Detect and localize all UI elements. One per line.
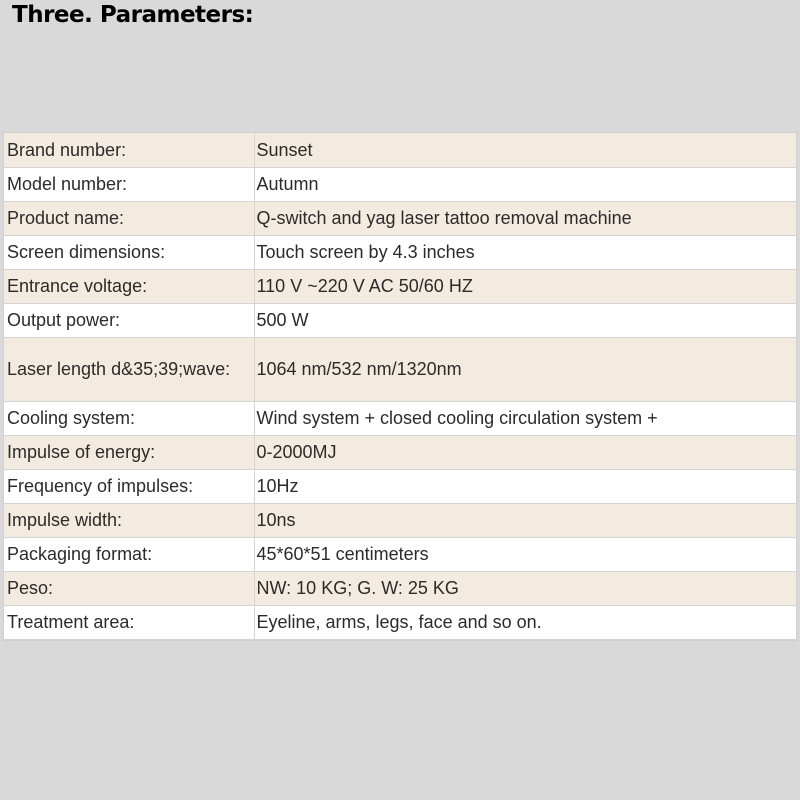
- row-value: Touch screen by 4.3 inches: [254, 235, 796, 269]
- row-value: Autumn: [254, 167, 796, 201]
- table-row: [4, 469, 796, 503]
- row-label: Packaging format:: [4, 537, 254, 571]
- row-label: Model number:: [4, 167, 254, 201]
- row-value: 0-2000MJ: [254, 435, 796, 469]
- row-label: Impulse of energy:: [4, 435, 254, 469]
- row-label: Brand number:: [4, 133, 254, 167]
- table-row: [4, 605, 796, 639]
- table-row: [4, 337, 796, 401]
- spec-table: [4, 133, 796, 640]
- row-label: Cooling system:: [4, 401, 254, 435]
- row-value: 1064 nm/532 nm/1320nm: [254, 337, 796, 401]
- row-value: 110 V ~220 V AC 50/60 HZ: [254, 269, 796, 303]
- row-value: 500 W: [254, 303, 796, 337]
- row-label: Product name:: [4, 201, 254, 235]
- row-value: Q-switch and yag laser tattoo removal machine: [254, 201, 796, 235]
- table-row: [4, 571, 796, 605]
- table-row: [4, 401, 796, 435]
- row-value: NW: 10 KG; G. W: 25 KG: [254, 571, 796, 605]
- table-row: [4, 303, 796, 337]
- table-row: [4, 167, 796, 201]
- row-value: 45*60*51 centimeters: [254, 537, 796, 571]
- table-row: [4, 503, 796, 537]
- row-label: Impulse width:: [4, 503, 254, 537]
- table-row: [4, 537, 796, 571]
- row-value: 10Hz: [254, 469, 796, 503]
- row-label: Output power:: [4, 303, 254, 337]
- row-label: Treatment area:: [4, 605, 254, 639]
- table-row: [4, 235, 796, 269]
- table-row: [4, 201, 796, 235]
- row-label: Frequency of impulses:: [4, 469, 254, 503]
- row-label: Laser length d&35;39;wave:: [4, 337, 254, 401]
- table-row: [4, 133, 796, 167]
- spec-table-container: [3, 132, 797, 641]
- row-label: Screen dimensions:: [4, 235, 254, 269]
- row-label: Entrance voltage:: [4, 269, 254, 303]
- row-value: Eyeline, arms, legs, face and so on.: [254, 605, 796, 639]
- table-row: [4, 435, 796, 469]
- row-value: Wind system + closed cooling circulation system +: [254, 401, 796, 435]
- table-row: [4, 269, 796, 303]
- row-label: Peso:: [4, 571, 254, 605]
- row-value: 10ns: [254, 503, 796, 537]
- page-title: Three. Parameters:: [12, 2, 254, 28]
- row-value: Sunset: [254, 133, 796, 167]
